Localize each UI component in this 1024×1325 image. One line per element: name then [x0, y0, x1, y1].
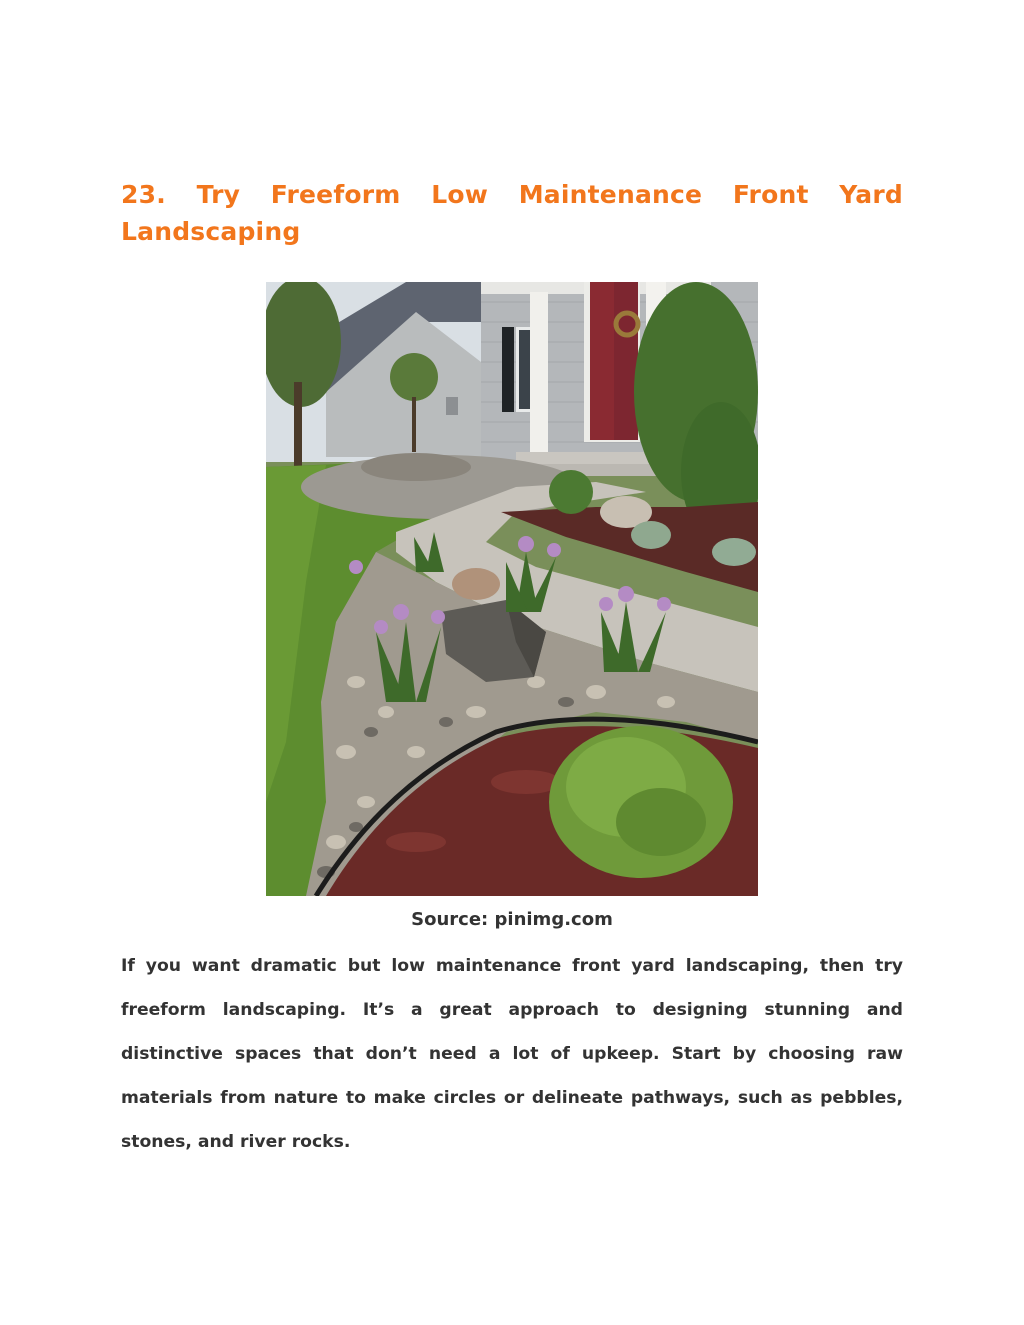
section-heading: 23. Try Freeform Low Maintenance Front Yard Landscaping — [121, 180, 903, 246]
body-paragraph: If you want dramatic but low maintenance front yard landscaping, then try freeform landscaping. It’s a great approach to designing stunning and distinctive spaces that don’t need a lot of upkeep. Start by choosing raw materials from nature to make circles or delineate pathways, such as pebbles, stones, and river rocks. — [121, 956, 903, 1152]
landscaping-photo — [266, 282, 758, 896]
image-source-caption: Source: pinimg.com — [411, 909, 613, 930]
